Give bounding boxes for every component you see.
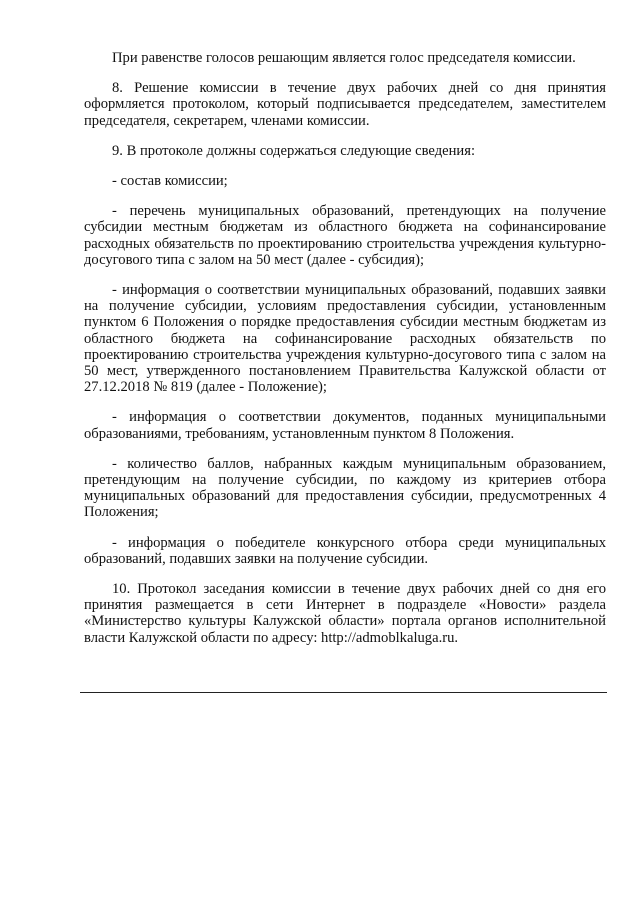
list-item-compliance-documents: - информация о соответствии документов, поданных муниципальными образованиями, требованиям, установленным пунктом 8 Положения.	[84, 409, 606, 442]
list-item-commission-composition: - состав комиссии;	[112, 173, 228, 190]
list-item-municipalities-list: - перечень муниципальных образований, претендующих на получение субсидии местным бюджетам из областного бюджета на софинансирование расходных обязательств по проектированию строительства учреждения культурно-досугового типа с залом на 50 мест (далее - субсидия);	[84, 203, 606, 268]
paragraph-8-decision: 8. Решение комиссии в течение двух рабочих дней со дня принятия оформляется протоколом, который подписывается председателем, заместителем председателя, секретарем, членами комиссии.	[84, 80, 606, 129]
paragraph-9-protocol-contents: 9. В протоколе должны содержаться следующие сведения:	[112, 142, 475, 159]
list-item-winner: - информация о победителе конкурсного отбора среди муниципальных образований, подавших заявки на получение субсидии.	[84, 534, 606, 567]
list-item-scores: - количество баллов, набранных каждым муниципальным образованием, претендующим на получение субсидии, по каждому из критериев отбора муниципальных образований для предоставления субсидии, предусмотренных 4 Положения;	[84, 455, 606, 521]
list-item-compliance-conditions: - информация о соответствии муниципальных образований, подавших заявки на получение субсидии, условиям предоставления субсидии, установленным пунктом 6 Положения о порядке предоставления субсидии местным бюджетам из областного бюджета на софинансирование расходных обязательств по проектированию строительства учреждения культурно-досугового типа с залом на 50 мест, утвержденного постановлением Правительства Калужской области от 27.12.2018 № 819 (далее - Положение);	[84, 282, 606, 396]
closing-horizontal-rule	[80, 692, 607, 693]
document-body	[84, 50, 606, 646]
paragraph-tie-vote: При равенстве голосов решающим является голос председателя комиссии.	[112, 50, 576, 66]
paragraph-10-publication: 10. Протокол заседания комиссии в течение двух рабочих дней со дня его принятия размещается в сети Интернет в подразделе «Новости» раздела «Министерство культуры Калужской области» портала органов исполнительной власти Калужской области по адресу: http://admoblkaluga.ru.	[84, 581, 606, 646]
